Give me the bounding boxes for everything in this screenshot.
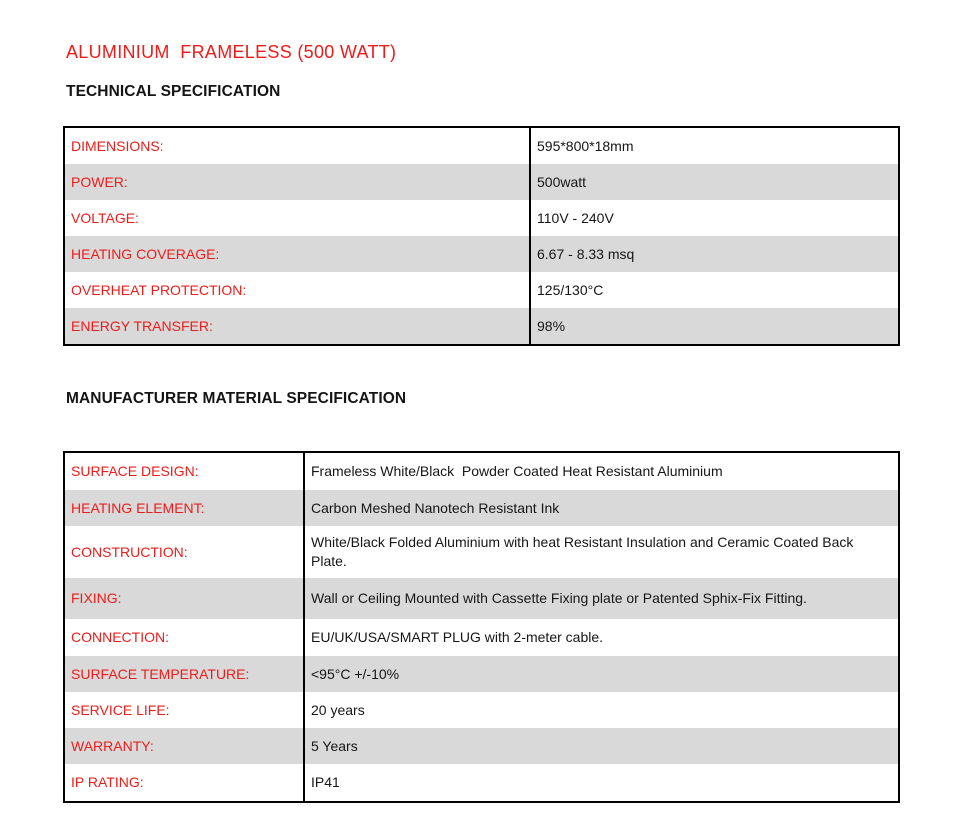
table-row-heating-element — [65, 490, 898, 526]
spec-label: SURFACE TEMPERATURE: — [65, 656, 305, 692]
table-row-construction — [65, 526, 898, 578]
spec-label: CONNECTION: — [65, 619, 305, 656]
spec-value: Carbon Meshed Nanotech Resistant Ink — [311, 499, 560, 516]
table-row-energy-transfer — [65, 308, 898, 344]
spec-value: <95°C +/-10% — [311, 665, 400, 682]
spec-value: 5 Years — [311, 737, 358, 754]
spec-value: 595*800*18mm — [537, 137, 634, 154]
spec-value: Frameless White/Black Powder Coated Heat Resistant Aluminium — [311, 463, 723, 480]
spec-value: 20 years — [311, 701, 365, 718]
spec-value: 125/130°C — [537, 281, 604, 298]
page-title: ALUMINIUM FRAMELESS (500 WATT) — [66, 42, 397, 62]
spec-label: HEATING ELEMENT: — [65, 490, 305, 526]
table-row-fixing — [65, 578, 898, 619]
manufacturer-material-specification-heading: MANUFACTURER MATERIAL SPECIFICATION — [66, 390, 407, 407]
spec-label: ENERGY TRANSFER: — [65, 308, 531, 344]
spec-label: OVERHEAT PROTECTION: — [65, 272, 531, 308]
table-row-dimensions — [65, 128, 898, 164]
table-row-ip-rating — [65, 764, 898, 801]
spec-value: 98% — [537, 317, 566, 334]
spec-value: 500watt — [537, 173, 587, 190]
spec-value: White/Black Folded Aluminium with heat Resistant Insulation and Ceramic Coated Back Plate. — [311, 534, 858, 569]
table-row-power — [65, 164, 898, 200]
spec-value: Wall or Ceiling Mounted with Cassette Fixing plate or Patented Sphix-Fix Fitting. — [311, 590, 807, 607]
technical-specification-heading: TECHNICAL SPECIFICATION — [66, 83, 281, 100]
technical-specification-table — [63, 126, 900, 346]
spec-label: CONSTRUCTION: — [65, 526, 305, 578]
spec-label: POWER: — [65, 164, 531, 200]
spec-value: 6.67 - 8.33 msq — [537, 245, 635, 262]
spec-value: 110V - 240V — [537, 209, 614, 226]
spec-label: VOLTAGE: — [65, 200, 531, 236]
table-row-service-life — [65, 692, 898, 728]
table-row-connection — [65, 619, 898, 656]
table-row-heating-coverage — [65, 236, 898, 272]
table-row-surface-temperature — [65, 656, 898, 692]
table-row-warranty — [65, 728, 898, 764]
table-row-surface-design — [65, 453, 898, 490]
table-row-overheat-protection — [65, 272, 898, 308]
spec-label: DIMENSIONS: — [65, 128, 531, 164]
spec-label: IP RATING: — [65, 764, 305, 801]
spec-value: EU/UK/USA/SMART PLUG with 2-meter cable. — [311, 629, 604, 646]
manufacturer-material-specification-table — [63, 451, 900, 803]
spec-label: WARRANTY: — [65, 728, 305, 764]
spec-label: SERVICE LIFE: — [65, 692, 305, 728]
spec-label: FIXING: — [65, 578, 305, 619]
table-row-voltage — [65, 200, 898, 236]
spec-value: IP41 — [311, 774, 340, 791]
spec-label: SURFACE DESIGN: — [65, 453, 305, 490]
spec-label: HEATING COVERAGE: — [65, 236, 531, 272]
